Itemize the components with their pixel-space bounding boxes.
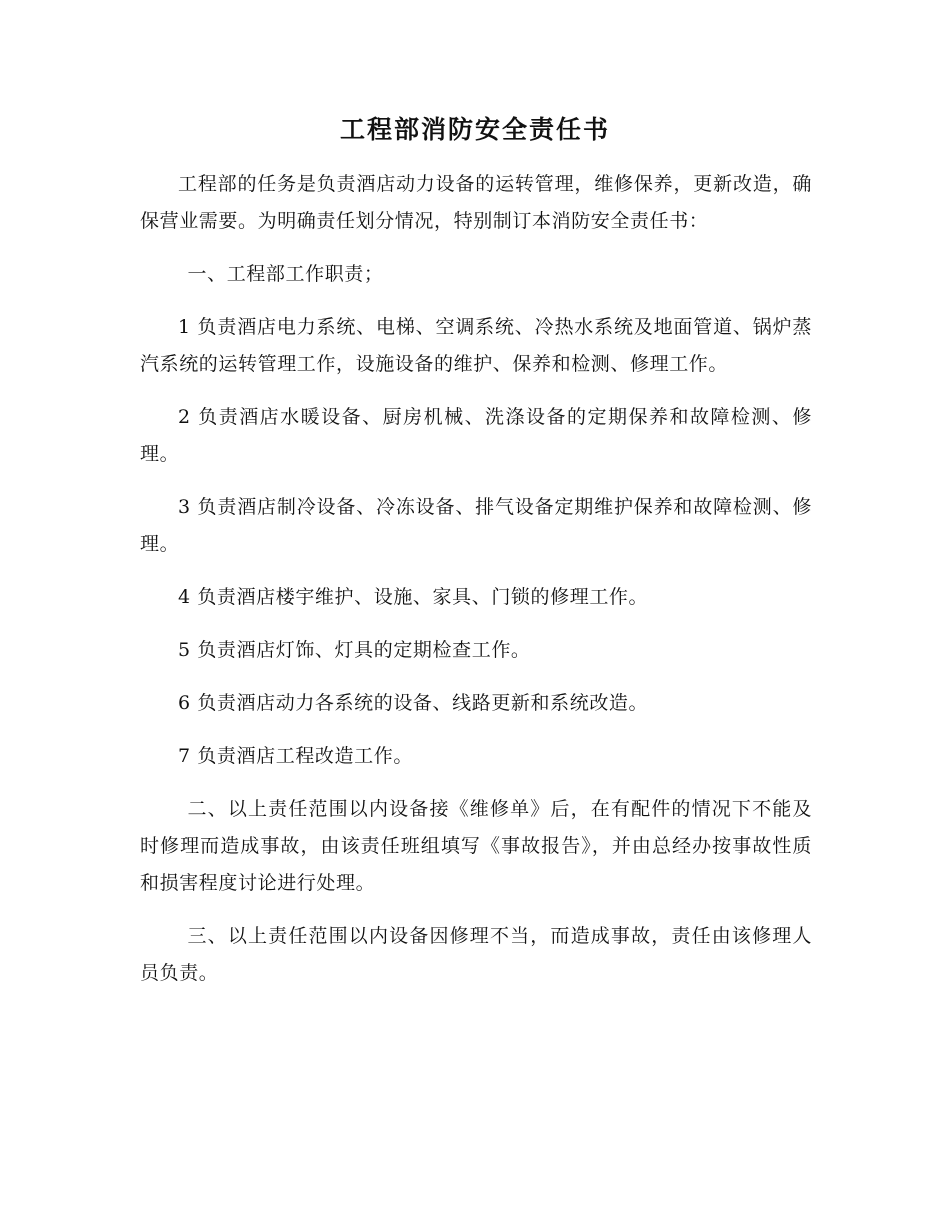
paragraph-item-3: 3 负责酒店制冷设备、冷冻设备、排气设备定期维护保养和故障检测、修理。 [140, 496, 812, 555]
paragraph-section-1: 一、工程部工作职责； [187, 263, 384, 285]
paragraph-item-2: 2 负责酒店水暖设备、厨房机械、洗涤设备的定期保养和故障检测、修理。 [140, 406, 812, 465]
document-title: 工程部消防安全责任书 [339, 115, 610, 144]
paragraph-item-7: 7 负责酒店工程改造工作。 [178, 745, 413, 767]
paragraph-item-1: 1 负责酒店电力系统、电梯、空调系统、冷热水系统及地面管道、锅炉蒸汽系统的运转管理工作，设施设备的维护、保养和检测、修理工作。 [140, 316, 812, 375]
paragraph-item-5: 5 负责酒店灯饰、灯具的定期检查工作。 [178, 639, 531, 661]
paragraph-item-4: 4 负责酒店楼宇维护、设施、家具、门锁的修理工作。 [178, 586, 649, 608]
paragraph-section-2: 二、以上责任范围以内设备接《维修单》后，在有配件的情况下不能及时修理而造成事故，由该责任班组填写《事故报告》，并由总经办按事故性质和损害程度讨论进行处理。 [140, 798, 812, 894]
document-body [140, 166, 812, 1008]
paragraph-item-6: 6 负责酒店动力各系统的设备、线路更新和系统改造。 [178, 692, 649, 714]
paragraph-section-3: 三、以上责任范围以内设备因修理不当，而造成事故，责任由该修理人员负责。 [140, 925, 812, 984]
paragraph-intro: 工程部的任务是负责酒店动力设备的运转管理，维修保养，更新改造，确保营业需要。为明确责任划分情况，特别制订本消防安全责任书： [140, 173, 812, 232]
